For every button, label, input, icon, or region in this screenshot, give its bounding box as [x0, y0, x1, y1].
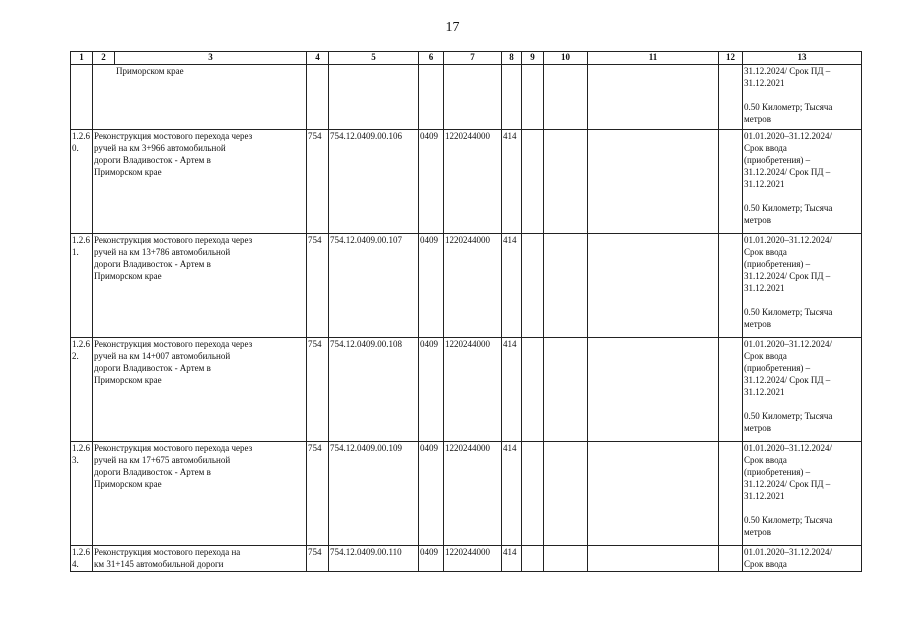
header-col-9: 9	[522, 52, 544, 65]
cell-c5: 754.12.0409.00.106	[329, 130, 419, 234]
cell-c5: 754.12.0409.00.107	[329, 234, 419, 338]
cell-row-number: 1.2.6 2.	[71, 338, 93, 442]
cell-name: Реконструкция мостового перехода на км 31+145 автомобильной дороги	[93, 546, 307, 572]
cell-c5: 754.12.0409.00.108	[329, 338, 419, 442]
cell-result: 01.01.2020–31.12.2024/ Срок ввода (приобретения) – 31.12.2024/ Срок ПД – 31.12.2021 0.50 Километр; Тысяча метров	[743, 130, 862, 234]
header-row	[71, 52, 862, 65]
header-col-13: 13	[743, 52, 862, 65]
cell-c4: 754	[307, 546, 329, 572]
header-col-4: 4	[307, 52, 329, 65]
cell-c8: 414	[502, 442, 522, 546]
cell-row-number: 1.2.6 0.	[71, 130, 93, 234]
cell-row-number: 1.2.6 4.	[71, 546, 93, 572]
cell-c5: 754.12.0409.00.110	[329, 546, 419, 572]
cell-result: 01.01.2020–31.12.2024/ Срок ввода (приобретения) – 31.12.2024/ Срок ПД – 31.12.2021 0.50 Километр; Тысяча метров	[743, 442, 862, 546]
cell-c6: 0409	[419, 338, 444, 442]
cell-row-number: 1.2.6 1.	[71, 234, 93, 338]
header-col-2: 2	[93, 52, 115, 65]
cell-c6: 0409	[419, 442, 444, 546]
budget-table	[70, 51, 862, 572]
table-row	[71, 338, 862, 442]
header-col-7: 7	[444, 52, 502, 65]
header-col-8: 8	[502, 52, 522, 65]
cell-c6: 0409	[419, 546, 444, 572]
cell-result: 01.01.2020–31.12.2024/ Срок ввода	[743, 546, 862, 572]
header-col-11: 11	[588, 52, 719, 65]
cell-c7: 1220244000	[444, 130, 502, 234]
cell-c7: 1220244000	[444, 442, 502, 546]
header-col-1: 1	[71, 52, 93, 65]
table-row-continuation	[71, 65, 862, 130]
cell-c6: 0409	[419, 234, 444, 338]
cell-row-number: 1.2.6 3.	[71, 442, 93, 546]
cell-c7: 1220244000	[444, 338, 502, 442]
cell-c8: 414	[502, 130, 522, 234]
cell-c8: 414	[502, 546, 522, 572]
cell-name: Реконструкция мостового перехода через ручей на км 3+966 автомобильной дороги Владивосток - Артем в Приморском крае	[93, 130, 307, 234]
cell-name: Реконструкция мостового перехода через ручей на км 13+786 автомобильной дороги Владивосток - Артем в Приморском крае	[93, 234, 307, 338]
cell-c6: 0409	[419, 130, 444, 234]
header-col-5: 5	[329, 52, 419, 65]
cell-c5: 754.12.0409.00.109	[329, 442, 419, 546]
header-col-12: 12	[719, 52, 743, 65]
cell-c8: 414	[502, 234, 522, 338]
cell-c4: 754	[307, 130, 329, 234]
table-row	[71, 546, 862, 572]
cell-c4: 754	[307, 234, 329, 338]
cell-name: Реконструкция мостового перехода через ручей на км 17+675 автомобильной дороги Владивосток - Артем в Приморском крае	[93, 442, 307, 546]
page-number: 17	[445, 20, 460, 35]
cell-c4: 754	[307, 338, 329, 442]
cell-result: 31.12.2024/ Срок ПД – 31.12.2021 0.50 Километр; Тысяча метров	[743, 65, 862, 130]
header-col-3: 3	[115, 52, 307, 65]
table-row	[71, 130, 862, 234]
cell-name: Приморском крае	[93, 65, 307, 130]
cell-result: 01.01.2020–31.12.2024/ Срок ввода (приобретения) – 31.12.2024/ Срок ПД – 31.12.2021 0.50 Километр; Тысяча метров	[743, 338, 862, 442]
cell-c7: 1220244000	[444, 546, 502, 572]
table-row	[71, 234, 862, 338]
header-col-6: 6	[419, 52, 444, 65]
cell-name: Реконструкция мостового перехода через ручей на км 14+007 автомобильной дороги Владивосток - Артем в Приморском крае	[93, 338, 307, 442]
cell-c8: 414	[502, 338, 522, 442]
header-col-10: 10	[544, 52, 588, 65]
cell-c4: 754	[307, 442, 329, 546]
cell-result: 01.01.2020–31.12.2024/ Срок ввода (приобретения) – 31.12.2024/ Срок ПД – 31.12.2021 0.50 Километр; Тысяча метров	[743, 234, 862, 338]
table-row	[71, 442, 862, 546]
cell-c7: 1220244000	[444, 234, 502, 338]
